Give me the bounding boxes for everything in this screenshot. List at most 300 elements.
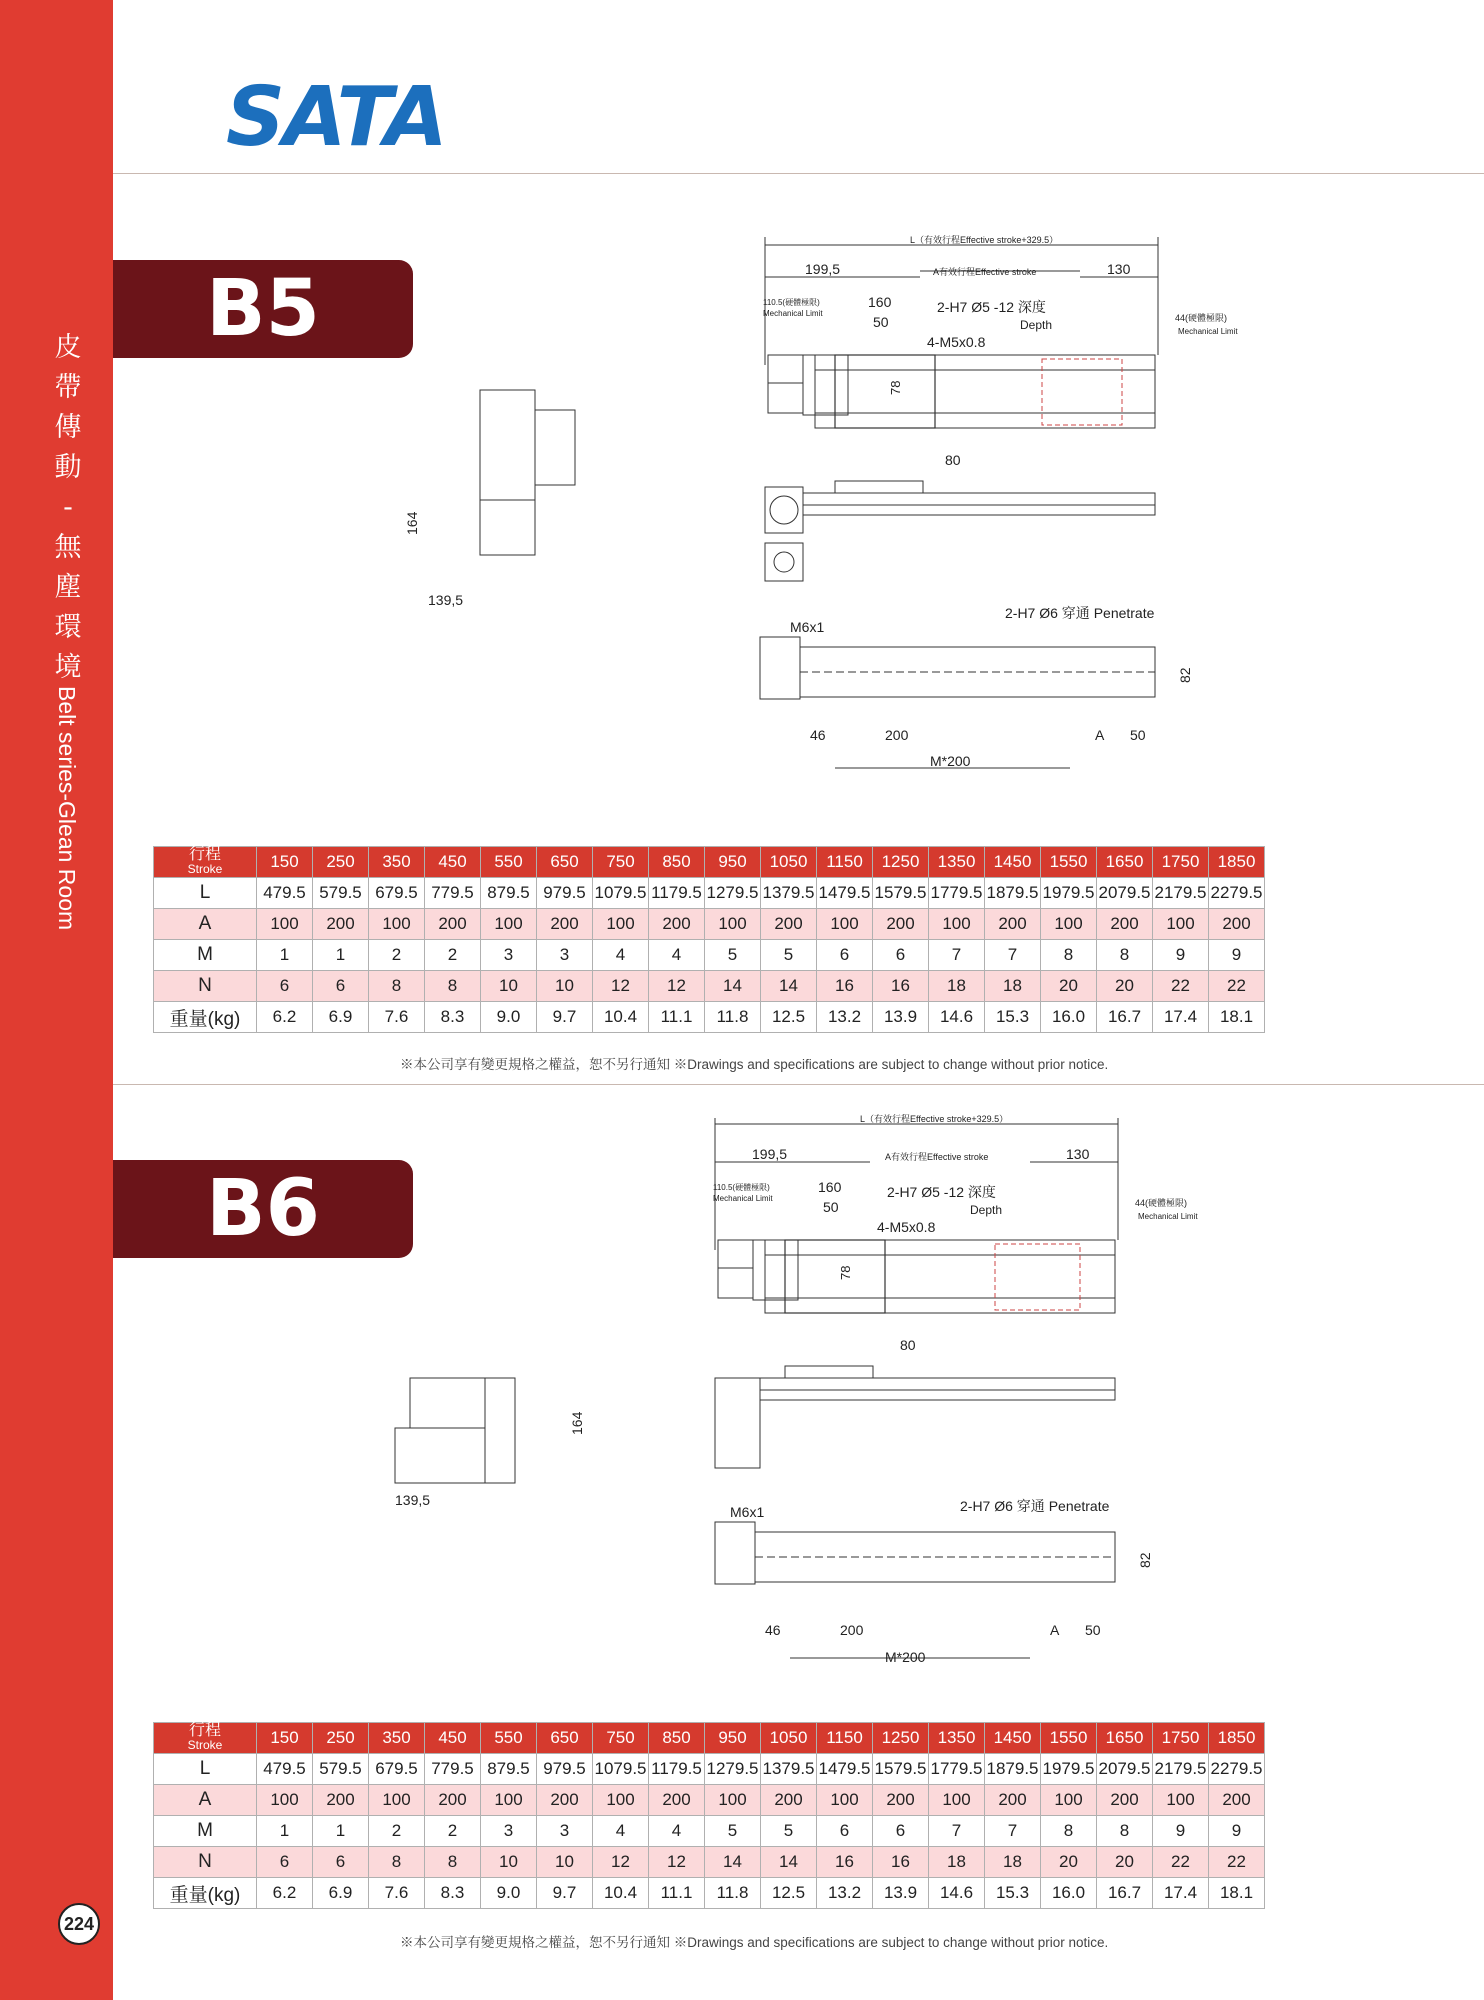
table-cell: 2179.5: [1153, 878, 1209, 909]
table-cell: 479.5: [257, 878, 313, 909]
table-cell: 2179.5: [1153, 1754, 1209, 1785]
sidebar-band: [0, 0, 113, 2000]
row-label: 重量(kg): [154, 1878, 257, 1909]
table-cell: 5: [705, 1816, 761, 1847]
table-cell: 9: [1153, 1816, 1209, 1847]
table-cell: 1579.5: [873, 1754, 929, 1785]
table-cell: 16.0: [1041, 1878, 1097, 1909]
header-cell: 250: [313, 847, 369, 878]
table-cell: 1: [313, 940, 369, 971]
dim-46: 46: [810, 727, 826, 743]
table-cell: 979.5: [537, 1754, 593, 1785]
table-cell: 6: [817, 940, 873, 971]
row-label: A: [154, 909, 257, 940]
dim-160: 160: [868, 294, 892, 310]
row-label: A: [154, 1785, 257, 1816]
header-cell-stroke: 行程 Stroke: [154, 847, 257, 878]
table-cell: 1: [257, 1816, 313, 1847]
row-label: L: [154, 1754, 257, 1785]
table-cell: 100: [369, 1785, 425, 1816]
table-cell: 12.5: [761, 1878, 817, 1909]
disclaimer-note-b5: ※本公司享有變更規格之權益，恕不另行通知 ※Drawings and specifications are subject to change without prior notice.: [400, 1057, 1109, 1072]
table-cell: 1779.5: [929, 878, 985, 909]
hole-depth-label: Depth: [970, 1203, 1003, 1217]
table-cell: 14.6: [929, 1002, 985, 1033]
table-cell: 17.4: [1153, 1878, 1209, 1909]
sidebar-category-english: Belt series-Glean Room: [54, 686, 80, 931]
header-cell-stroke: 行程 Stroke: [154, 1723, 257, 1754]
table-cell: 1079.5: [593, 878, 649, 909]
table-cell: 200: [537, 1785, 593, 1816]
table-cell: 100: [929, 909, 985, 940]
header-cell: 1150: [817, 847, 873, 878]
table-cell: 9.7: [537, 1002, 593, 1033]
header-cell: 450: [425, 1723, 481, 1754]
table-cell: 11.8: [705, 1002, 761, 1033]
header-divider: [113, 173, 1484, 174]
header-cell: 1750: [1153, 1723, 1209, 1754]
table-cell: 22: [1153, 971, 1209, 1002]
header-cell: 850: [649, 1723, 705, 1754]
table-cell: 8: [369, 1847, 425, 1878]
table-cell: 18: [985, 1847, 1041, 1878]
dim-l-full: L（有效行程Effective stroke+329.5）: [860, 1114, 1009, 1124]
dim-200: 200: [885, 727, 909, 743]
table-cell: 12: [649, 1847, 705, 1878]
header-cell: 1250: [873, 847, 929, 878]
dim-80: 80: [945, 452, 961, 468]
dim-199: 199,5: [752, 1146, 788, 1162]
table-cell: 779.5: [425, 1754, 481, 1785]
table-cell: 100: [481, 909, 537, 940]
table-cell: 16: [873, 1847, 929, 1878]
mech-limit-right-en: Mechanical Limit: [1138, 1212, 1198, 1221]
table-cell: 100: [1041, 1785, 1097, 1816]
table-cell: 1479.5: [817, 1754, 873, 1785]
table-row: [154, 1847, 1265, 1878]
table-cell: 100: [705, 1785, 761, 1816]
table-cell: 1979.5: [1041, 878, 1097, 909]
model-tab-b5: B5: [113, 260, 413, 358]
header-cell: 1550: [1041, 847, 1097, 878]
table-cell: 1: [313, 1816, 369, 1847]
header-cell: 750: [593, 1723, 649, 1754]
header-cell: 450: [425, 847, 481, 878]
dim-78: 78: [888, 380, 903, 395]
dim-50: 50: [873, 314, 889, 330]
table-cell: 4: [593, 940, 649, 971]
table-cell: 9: [1209, 1816, 1265, 1847]
table-header-row: [154, 1723, 1265, 1754]
dim-160: 160: [818, 1179, 842, 1195]
table-cell: 13.2: [817, 1878, 873, 1909]
table-cell: 18.1: [1209, 1002, 1265, 1033]
thread-spec: 4-M5x0.8: [927, 334, 986, 350]
header-cell: 250: [313, 1723, 369, 1754]
header-cell: 850: [649, 847, 705, 878]
table-cell: 14.6: [929, 1878, 985, 1909]
table-cell: 2: [369, 1816, 425, 1847]
table-cell: 16: [873, 971, 929, 1002]
table-cell: 6.9: [313, 1878, 369, 1909]
dim-80: 80: [900, 1337, 916, 1353]
table-cell: 7: [929, 940, 985, 971]
header-cell: 1150: [817, 1723, 873, 1754]
spec-table-b6: [153, 1722, 1265, 1909]
header-cell: 350: [369, 1723, 425, 1754]
header-cell: 650: [537, 847, 593, 878]
thread-m6: M6x1: [790, 619, 825, 635]
table-cell: 11.8: [705, 1878, 761, 1909]
mech-limit-left-en: Mechanical Limit: [713, 1194, 773, 1203]
row-label: 重量(kg): [154, 1002, 257, 1033]
table-cell: 14: [705, 1847, 761, 1878]
table-cell: 4: [649, 1816, 705, 1847]
table-cell: 200: [1209, 1785, 1265, 1816]
table-cell: 6: [873, 940, 929, 971]
table-cell: 7: [985, 940, 1041, 971]
table-cell: 13.2: [817, 1002, 873, 1033]
table-header-row: [154, 847, 1265, 878]
dim-a-effective: A有效行程Effective stroke: [933, 267, 1037, 277]
dim-82: 82: [1137, 1552, 1153, 1568]
table-cell: 8.3: [425, 1878, 481, 1909]
table-row: [154, 940, 1265, 971]
table-cell: 579.5: [313, 1754, 369, 1785]
hole-spec-top: 2-H7 Ø5 -12 深度: [937, 299, 1046, 315]
hole-spec-top: 2-H7 Ø5 -12 深度: [887, 1184, 996, 1200]
dim-a: A: [1095, 727, 1105, 743]
table-cell: 20: [1097, 1847, 1153, 1878]
header-cell: 150: [257, 847, 313, 878]
table-cell: 979.5: [537, 878, 593, 909]
table-cell: 1579.5: [873, 878, 929, 909]
table-cell: 200: [649, 1785, 705, 1816]
table-row: [154, 878, 1265, 909]
mech-limit-left-en: Mechanical Limit: [763, 309, 823, 318]
table-cell: 18: [929, 1847, 985, 1878]
thread-m6: M6x1: [730, 1504, 765, 1520]
table-cell: 2: [425, 940, 481, 971]
header-cell: 1250: [873, 1723, 929, 1754]
header-cell: 550: [481, 1723, 537, 1754]
table-cell: 15.3: [985, 1002, 1041, 1033]
table-cell: 8: [425, 1847, 481, 1878]
table-cell: 1779.5: [929, 1754, 985, 1785]
sidebar-category-cjk: 皮 帶 傳 動 - 無 塵 環 境: [54, 332, 82, 683]
brand-logo: SATA: [226, 70, 446, 165]
header-cell: 1050: [761, 847, 817, 878]
table-cell: 100: [257, 1785, 313, 1816]
table-cell: 100: [1153, 1785, 1209, 1816]
table-cell: 200: [985, 909, 1041, 940]
mech-limit-right-en: Mechanical Limit: [1178, 327, 1238, 336]
table-cell: 679.5: [369, 878, 425, 909]
table-cell: 10: [481, 971, 537, 1002]
table-cell: 14: [761, 971, 817, 1002]
technical-drawing-b6: [395, 1110, 1198, 1670]
table-cell: 15.3: [985, 1878, 1041, 1909]
table-cell: 3: [481, 940, 537, 971]
table-cell: 100: [481, 1785, 537, 1816]
header-cell: 1350: [929, 1723, 985, 1754]
hole-spec-bottom: 2-H7 Ø6 穿通 Penetrate: [960, 1498, 1110, 1514]
table-cell: 6: [817, 1816, 873, 1847]
table-cell: 6: [257, 1847, 313, 1878]
table-cell: 100: [1041, 909, 1097, 940]
table-cell: 1179.5: [649, 1754, 705, 1785]
table-cell: 10: [481, 1847, 537, 1878]
table-cell: 16: [817, 971, 873, 1002]
table-cell: 100: [705, 909, 761, 940]
table-cell: 13.9: [873, 1002, 929, 1033]
table-cell: 200: [425, 1785, 481, 1816]
dim-m200: M*200: [930, 753, 971, 769]
header-cell: 1850: [1209, 1723, 1265, 1754]
table-cell: 5: [761, 940, 817, 971]
dim-46: 46: [765, 1622, 781, 1638]
table-row: [154, 909, 1265, 940]
table-cell: 100: [929, 1785, 985, 1816]
dim-50-bottom: 50: [1085, 1622, 1101, 1638]
table-cell: 9.0: [481, 1878, 537, 1909]
table-cell: 6.2: [257, 1878, 313, 1909]
table-cell: 200: [761, 909, 817, 940]
table-cell: 8.3: [425, 1002, 481, 1033]
dim-l-full: L（有效行程Effective stroke+329.5）: [910, 235, 1059, 245]
table-cell: 12: [593, 971, 649, 1002]
table-cell: 18: [929, 971, 985, 1002]
table-cell: 6: [257, 971, 313, 1002]
table-cell: 200: [873, 1785, 929, 1816]
header-cell: 1450: [985, 847, 1041, 878]
header-cell: 750: [593, 847, 649, 878]
header-cell: 1850: [1209, 847, 1265, 878]
row-label: N: [154, 971, 257, 1002]
table-cell: 7.6: [369, 1002, 425, 1033]
dim-m200: M*200: [885, 1649, 926, 1665]
header-cell: 350: [369, 847, 425, 878]
dim-130: 130: [1107, 261, 1131, 277]
table-cell: 9.7: [537, 1878, 593, 1909]
table-cell: 100: [369, 909, 425, 940]
table-cell: 18.1: [1209, 1878, 1265, 1909]
header-cell: 950: [705, 1723, 761, 1754]
mech-limit-right: 44(硬體極限): [1175, 313, 1228, 323]
table-cell: 2: [369, 940, 425, 971]
table-row: [154, 1878, 1265, 1909]
dim-a: A: [1050, 1622, 1060, 1638]
table-cell: 2079.5: [1097, 1754, 1153, 1785]
model-tab-b6: B6: [113, 1160, 413, 1258]
table-cell: 16.7: [1097, 1878, 1153, 1909]
table-cell: 100: [817, 1785, 873, 1816]
table-cell: 100: [817, 909, 873, 940]
table-cell: 2279.5: [1209, 1754, 1265, 1785]
header-cell: 1650: [1097, 1723, 1153, 1754]
dim-78: 78: [838, 1265, 853, 1280]
table-cell: 100: [257, 909, 313, 940]
table-row: [154, 1785, 1265, 1816]
table-cell: 8: [1097, 940, 1153, 971]
table-cell: 679.5: [369, 1754, 425, 1785]
table-cell: 879.5: [481, 878, 537, 909]
table-cell: 8: [1041, 1816, 1097, 1847]
mech-limit-left: 110.5(硬體極限): [763, 298, 820, 307]
mech-limit-left: 110.5(硬體極限): [713, 1183, 770, 1192]
header-cell: 1450: [985, 1723, 1041, 1754]
table-cell: 100: [593, 1785, 649, 1816]
page-number: 224: [58, 1903, 100, 1945]
table-cell: 1379.5: [761, 1754, 817, 1785]
table-cell: 100: [593, 909, 649, 940]
table-cell: 10: [537, 971, 593, 1002]
table-cell: 11.1: [649, 1878, 705, 1909]
table-cell: 779.5: [425, 878, 481, 909]
table-cell: 200: [313, 1785, 369, 1816]
header-cell: 1050: [761, 1723, 817, 1754]
dim-199: 199,5: [805, 261, 841, 277]
dim-164: 164: [404, 511, 420, 535]
hole-spec-bottom: 2-H7 Ø6 穿通 Penetrate: [1005, 605, 1155, 621]
table-cell: 1479.5: [817, 878, 873, 909]
table-cell: 5: [705, 940, 761, 971]
table-row: [154, 971, 1265, 1002]
table-cell: 8: [369, 971, 425, 1002]
table-cell: 7.6: [369, 1878, 425, 1909]
table-cell: 579.5: [313, 878, 369, 909]
table-cell: 200: [873, 909, 929, 940]
table-cell: 8: [1097, 1816, 1153, 1847]
table-cell: 10: [537, 1847, 593, 1878]
row-label: M: [154, 1816, 257, 1847]
table-cell: 6: [313, 971, 369, 1002]
dim-164: 164: [569, 1411, 585, 1435]
table-cell: 12: [649, 971, 705, 1002]
row-label: L: [154, 878, 257, 909]
disclaimer-note-b6: ※本公司享有變更規格之權益，恕不另行通知 ※Drawings and specifications are subject to change without prior notice.: [400, 1935, 1109, 1950]
dim-50-bottom: 50: [1130, 727, 1146, 743]
table-cell: 9: [1209, 940, 1265, 971]
table-cell: 4: [649, 940, 705, 971]
table-cell: 16.0: [1041, 1002, 1097, 1033]
row-label: N: [154, 1847, 257, 1878]
dim-139: 139,5: [428, 592, 464, 608]
table-cell: 4: [593, 1816, 649, 1847]
dim-130: 130: [1066, 1146, 1090, 1162]
table-cell: 2279.5: [1209, 878, 1265, 909]
table-cell: 12.5: [761, 1002, 817, 1033]
table-cell: 1079.5: [593, 1754, 649, 1785]
dim-50: 50: [823, 1199, 839, 1215]
table-cell: 1979.5: [1041, 1754, 1097, 1785]
table-cell: 1179.5: [649, 878, 705, 909]
table-cell: 17.4: [1153, 1002, 1209, 1033]
table-cell: 20: [1041, 1847, 1097, 1878]
table-cell: 8: [1041, 940, 1097, 971]
table-cell: 6.9: [313, 1002, 369, 1033]
header-cell: 1550: [1041, 1723, 1097, 1754]
table-cell: 1: [257, 940, 313, 971]
table-cell: 200: [1209, 909, 1265, 940]
table-cell: 3: [537, 1816, 593, 1847]
table-cell: 22: [1209, 1847, 1265, 1878]
table-cell: 200: [1097, 909, 1153, 940]
table-cell: 6: [873, 1816, 929, 1847]
table-cell: 1879.5: [985, 878, 1041, 909]
table-cell: 2: [425, 1816, 481, 1847]
row-label: M: [154, 940, 257, 971]
table-row: [154, 1754, 1265, 1785]
header-cell: 1750: [1153, 847, 1209, 878]
table-cell: 3: [537, 940, 593, 971]
table-cell: 7: [929, 1816, 985, 1847]
table-cell: 200: [425, 909, 481, 940]
table-cell: 12: [593, 1847, 649, 1878]
table-cell: 22: [1153, 1847, 1209, 1878]
table-cell: 9: [1153, 940, 1209, 971]
table-cell: 8: [425, 971, 481, 1002]
table-cell: 879.5: [481, 1754, 537, 1785]
header-cell: 950: [705, 847, 761, 878]
table-cell: 5: [761, 1816, 817, 1847]
header-cell: 550: [481, 847, 537, 878]
table-cell: 200: [537, 909, 593, 940]
table-cell: 1279.5: [705, 878, 761, 909]
dim-200: 200: [840, 1622, 864, 1638]
spec-table-b5: [153, 846, 1265, 1033]
table-cell: 16.7: [1097, 1002, 1153, 1033]
table-cell: 200: [761, 1785, 817, 1816]
header-cell: 1650: [1097, 847, 1153, 878]
table-cell: 200: [985, 1785, 1041, 1816]
table-cell: 14: [761, 1847, 817, 1878]
table-cell: 479.5: [257, 1754, 313, 1785]
dim-82: 82: [1177, 667, 1193, 683]
table-cell: 6.2: [257, 1002, 313, 1033]
technical-drawing-b5: [404, 225, 1238, 785]
table-cell: 200: [313, 909, 369, 940]
table-cell: 10.4: [593, 1002, 649, 1033]
table-row: [154, 1816, 1265, 1847]
dim-139: 139,5: [395, 1492, 431, 1508]
table-row: [154, 1002, 1265, 1033]
table-cell: 200: [1097, 1785, 1153, 1816]
table-cell: 7: [985, 1816, 1041, 1847]
table-cell: 1879.5: [985, 1754, 1041, 1785]
header-cell: 150: [257, 1723, 313, 1754]
table-cell: 1379.5: [761, 878, 817, 909]
table-cell: 3: [481, 1816, 537, 1847]
mech-limit-right: 44(硬體極限): [1135, 1198, 1188, 1208]
table-cell: 100: [1153, 909, 1209, 940]
table-cell: 200: [649, 909, 705, 940]
table-cell: 2079.5: [1097, 878, 1153, 909]
section-divider: [113, 1084, 1484, 1085]
table-cell: 13.9: [873, 1878, 929, 1909]
table-cell: 18: [985, 971, 1041, 1002]
header-cell: 650: [537, 1723, 593, 1754]
table-cell: 20: [1097, 971, 1153, 1002]
dim-a-effective: A有效行程Effective stroke: [885, 1152, 989, 1162]
table-cell: 16: [817, 1847, 873, 1878]
hole-depth-label: Depth: [1020, 318, 1053, 332]
table-cell: 22: [1209, 971, 1265, 1002]
thread-spec: 4-M5x0.8: [877, 1219, 936, 1235]
table-cell: 14: [705, 971, 761, 1002]
table-cell: 6: [313, 1847, 369, 1878]
header-cell: 1350: [929, 847, 985, 878]
